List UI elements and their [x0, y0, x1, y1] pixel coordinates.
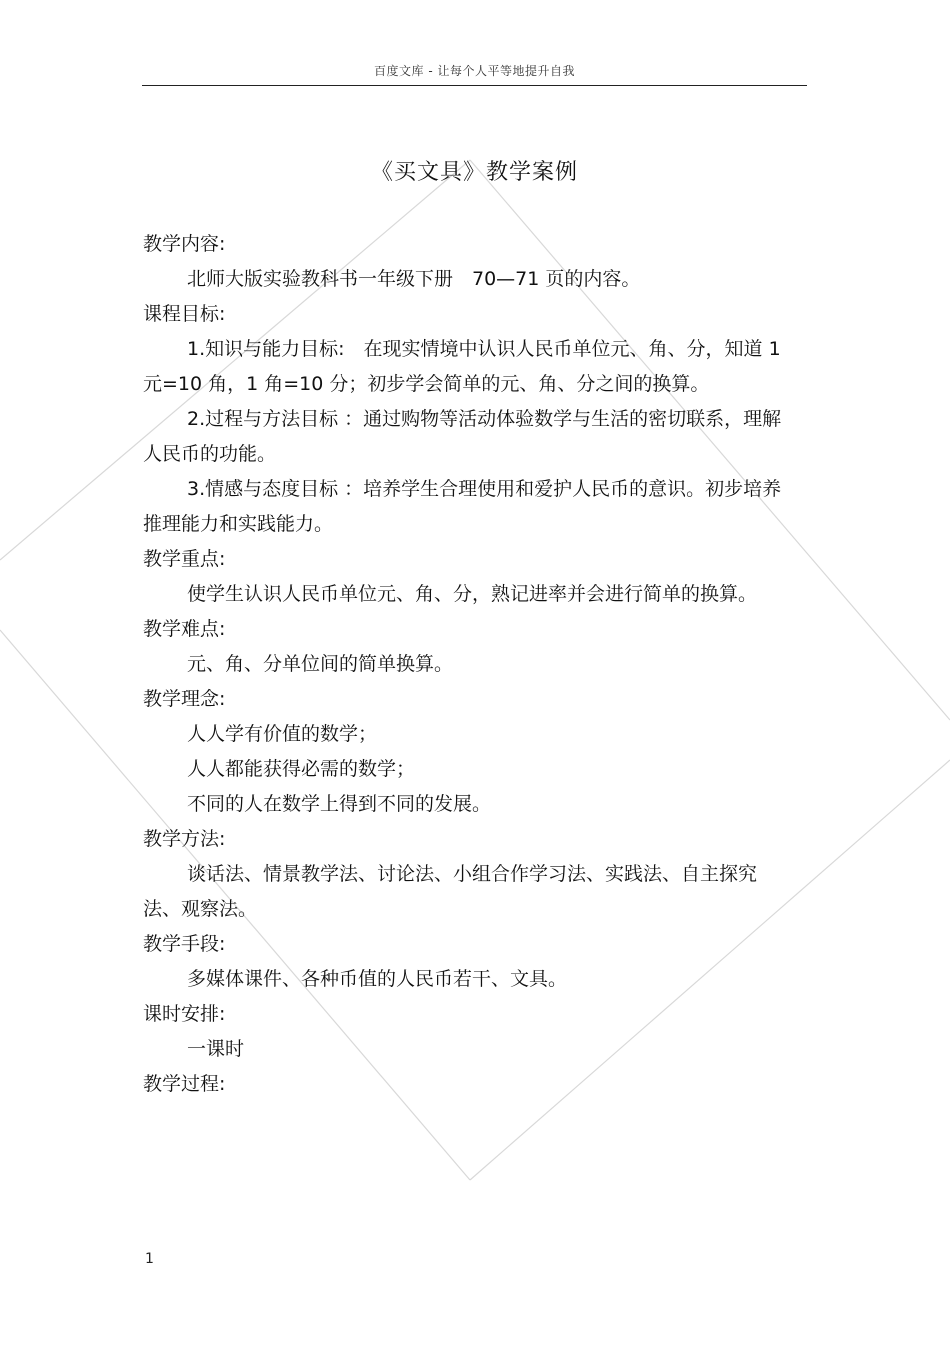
paragraph: 1.知识与能力目标: 在现实情境中认识人民币单位元、角、分，知道 1 元=10 角，1 角=10 分；初步学会简单的元、角、分之间的换算。: [143, 338, 781, 395]
section-heading: 课程目标:: [143, 303, 226, 325]
header-divider: [142, 85, 807, 86]
paragraph: 北师大版实验教科书一年级下册 70—71 页的内容。: [187, 268, 641, 290]
section-heading: 教学方法:: [143, 828, 226, 850]
paragraph: 谈话法、情景教学法、讨论法、小组合作学习法、实践法、自主探究法、观察法。: [143, 863, 758, 920]
paragraph: 不同的人在数学上得到不同的发展。: [187, 793, 492, 815]
paragraph: 3.情感与态度目标 ：培养学生合理使用和爱护人民币的意识。初步培养推理能力和实践能力。: [143, 478, 782, 535]
document-body: [143, 227, 783, 1102]
paragraph: 一课时: [187, 1038, 245, 1060]
paragraph: 2.过程与方法目标 ：通过购物等活动体验数学与生活的密切联系，理解人民币的功能。: [143, 408, 782, 465]
document-title: 《买文具》教学案例: [370, 160, 578, 185]
paragraph: 人人都能获得必需的数学；: [187, 758, 416, 780]
section-heading: 教学内容:: [143, 233, 226, 255]
section-heading: 教学难点:: [143, 618, 226, 640]
section-heading: 教学手段:: [143, 933, 226, 955]
section-heading: 教学重点:: [143, 548, 226, 570]
paragraph: 多媒体课件、各种币值的人民币若干、文具。: [187, 968, 568, 990]
page-number: 1: [145, 1251, 154, 1267]
section-heading: 教学过程:: [143, 1073, 226, 1095]
section-heading: 教学理念:: [143, 688, 226, 710]
page-header: 百度文库 - 让每个人平等地提升自我: [374, 64, 575, 78]
section-heading: 课时安排:: [143, 1003, 226, 1025]
paragraph: 使学生认识人民币单位元、角、分，熟记进率并会进行简单的换算。: [187, 583, 758, 605]
paragraph: 元、角、分单位间的简单换算。: [187, 653, 454, 675]
paragraph: 人人学有价值的数学；: [187, 723, 378, 745]
